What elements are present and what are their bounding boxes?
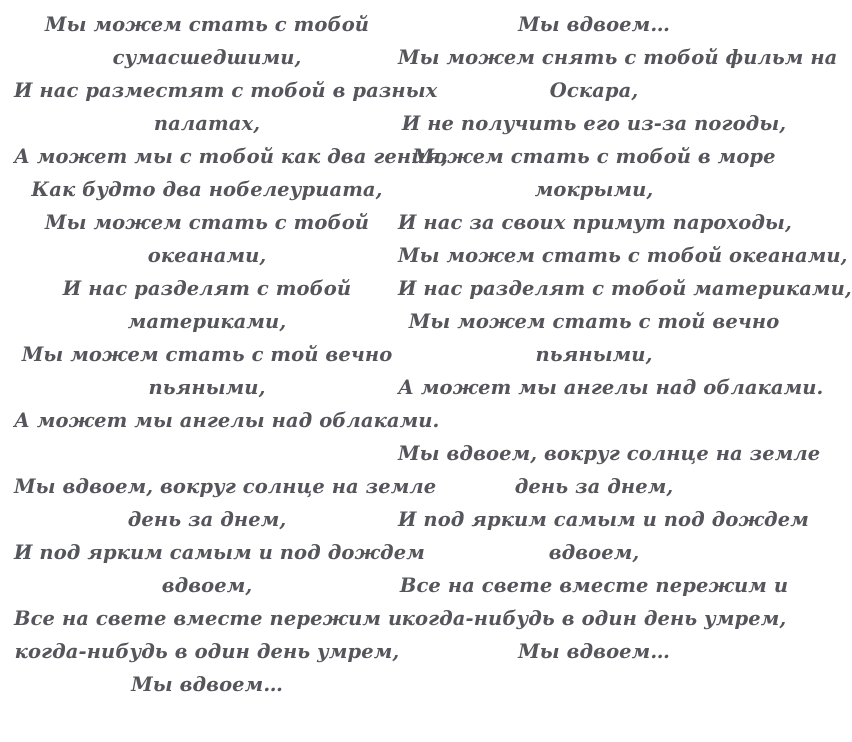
lyric-line: вдвоем, [161, 574, 253, 597]
lyric-line: мокрыми, [534, 178, 654, 201]
lyric-line: Мы вдвоем… [518, 13, 670, 36]
lyric-line: когда-нибудь в один день умрем, [401, 607, 787, 630]
lyric-line: океанами, [147, 244, 267, 267]
lyric-line: Мы можем стать с тобой [44, 13, 370, 36]
lyric-line: И нас разделят с тобой материками, [398, 277, 852, 300]
lyric-line: А может мы ангелы над облаками. [14, 409, 440, 432]
lyric-line: А может мы с тобой как два гения, [14, 145, 449, 168]
lyric-line: Мы можем стать с тобой океанами, [398, 244, 848, 267]
lyric-line: когда-нибудь в один день умрем, [14, 640, 400, 663]
lyric-line: Мы вдвоем, вокруг солнце на земле [14, 475, 437, 498]
lyric-line: Мы вдвоем… [131, 673, 283, 696]
lyric-line: И под ярким самым и под дождем [14, 541, 425, 564]
lyric-line: Мы вдвоем, вокруг солнце на земле [398, 442, 821, 465]
lyric-line: сумасшедшими, [112, 46, 302, 69]
lyric-line: Мы можем стать с той вечно [408, 310, 780, 333]
lyric-line: И нас за своих примут пароходы, [398, 211, 792, 234]
lyric-line: пьяными, [148, 376, 266, 399]
lyric-line: палатах, [153, 112, 261, 135]
lyric-line: И под ярким самым и под дождем [398, 508, 809, 531]
lyric-line: пьяными, [535, 343, 653, 366]
lyric-line: Мы можем стать с тобой [44, 211, 370, 234]
lyric-line: Мы вдвоем… [518, 640, 670, 663]
lyric-line: день за днем, [127, 508, 287, 531]
lyric-line: И не получить его из-за погоды, [401, 112, 787, 135]
lyric-line: Все на свете вместе пережим и [399, 574, 789, 597]
lyric-line: Как будто два нобелеуриата, [31, 178, 383, 201]
lyric-line: И нас разделят с тобой [62, 277, 352, 300]
lyrics-column-right [398, 8, 852, 668]
lyric-line: Мы можем стать с той вечно [21, 343, 393, 366]
lyric-line: день за днем, [514, 475, 674, 498]
stanza-break [398, 404, 790, 437]
lyrics-column-left [14, 8, 449, 701]
stanza-break [14, 437, 400, 470]
lyric-line: материками, [127, 310, 287, 333]
lyric-line: Оскара, [549, 79, 639, 102]
lyric-line: Все на свете вместе пережим и [14, 607, 403, 630]
lyric-line: вдвоем, [548, 541, 640, 564]
lyric-line: А может мы ангелы над облаками. [398, 376, 824, 399]
lyric-line: Можем стать с тобой в море [412, 145, 776, 168]
lyric-line: И нас разместят с тобой в разных [14, 79, 438, 102]
lyric-line: Мы можем снять с тобой фильм на [398, 46, 838, 69]
